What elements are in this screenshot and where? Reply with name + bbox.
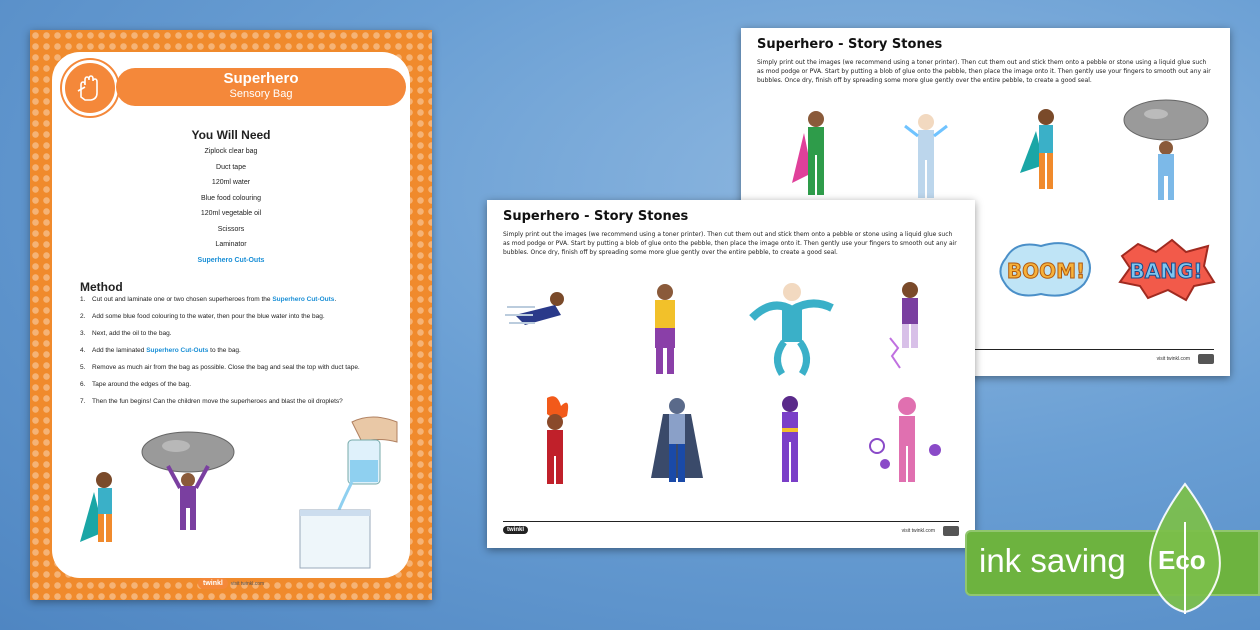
printer-icon [943, 526, 959, 536]
visit-link: visit twinkl.com [901, 528, 935, 534]
need-heading: You Will Need [191, 128, 271, 142]
step-number: 1. [80, 296, 86, 303]
flying-hero-illustration [505, 285, 575, 345]
cutouts-link[interactable]: Superhero Cut-Outs [197, 256, 265, 264]
step-text-end: . [334, 296, 337, 303]
step-text [92, 312, 325, 321]
story-title: Superhero - Story Stones [757, 37, 943, 52]
need-item: Laminator [215, 241, 247, 248]
step-text-end: to the bag. [208, 347, 241, 354]
purple-hero-illustration [637, 278, 693, 378]
step-text [92, 380, 191, 389]
rock-lifter-illustration [1121, 98, 1211, 203]
activity-sheet-content [52, 52, 410, 587]
step-text-start: Tape around the edges of the bag. [92, 381, 192, 388]
method-list [80, 295, 380, 414]
method-step [80, 312, 380, 321]
method-step [80, 346, 380, 355]
story-sheet-front [487, 200, 975, 548]
visit-link: visit twinkl.com [230, 581, 265, 587]
green-hero-illustration [786, 103, 846, 203]
step-number: 7. [80, 398, 86, 405]
need-item: 120ml vegetable oil [200, 210, 262, 217]
caped-hero-illustration [74, 462, 134, 562]
boom-text: BOOM! [1006, 259, 1086, 283]
step-text-start: Then the fun begins! Can the children move the superheroes and blast the oil droplets? [92, 398, 343, 405]
sheet-subtitle: Sensory Bag [229, 88, 293, 100]
method-step [80, 295, 380, 304]
need-item: Duct tape [216, 163, 246, 171]
sheet-title-pill [116, 68, 406, 106]
step-text-start: Next, add the oil to the bag. [92, 330, 172, 337]
twinkl-footer [198, 572, 264, 590]
violet-hero-illustration [762, 392, 818, 492]
cutouts-link[interactable]: Superhero Cut-Outs [272, 296, 335, 303]
step-number: 2. [80, 313, 86, 320]
story-instructions: Simply print out the images (we recommend using a toner printer). Then cut them out and stick them onto a pebble or stone using a liquid glue such as mod podge or PVA. Start by putting a blob of glue onto the pebble, then place the image onto it. Then gently use your fingers to smooth out any air bubbles. Once dry, finish off by spreading some more glue gently over the entire pebble, to create a good seal. [757, 59, 1211, 84]
need-item: Scissors [217, 225, 245, 233]
step-text [92, 346, 241, 355]
sheet-title: Superhero [223, 70, 299, 87]
story-title: Superhero - Story Stones [503, 209, 689, 224]
twinkl-logo: twinkl [503, 526, 528, 534]
step-text [92, 363, 360, 372]
bat-hero-illustration [647, 392, 707, 492]
step-text [92, 329, 172, 338]
fire-hero-illustration [527, 392, 587, 492]
step-number: 4. [80, 347, 86, 354]
step-text-start: Remove as much air from the bag as possible. Close the bag and seal the top with duct tape. [92, 364, 360, 371]
cutouts-link[interactable]: Superhero Cut-Outs [146, 347, 209, 354]
bang-sticker [1116, 238, 1216, 302]
need-list [52, 144, 410, 268]
lightning-hero-illustration [882, 278, 938, 378]
boulder-hero-illustration [138, 430, 238, 540]
eco-word: Eco [1158, 545, 1206, 575]
footer-rule [503, 521, 959, 522]
need-item: 120ml water [211, 179, 251, 186]
step-text-start: Cut out and laminate one or two chosen superheroes from the [92, 296, 273, 303]
step-number: 6. [80, 381, 86, 388]
teal-hero-illustration [1016, 103, 1076, 203]
stretchy-hero-illustration [742, 278, 842, 378]
twinkl-logo: twinkl [198, 578, 228, 589]
method-step [80, 380, 380, 389]
bubble-hero-illustration [867, 392, 947, 492]
method-heading: Method [80, 280, 123, 294]
ice-hero-illustration [901, 108, 951, 208]
method-step [80, 363, 380, 372]
step-number: 3. [80, 330, 86, 337]
jug-and-bag-illustration [292, 402, 402, 572]
step-number: 5. [80, 364, 86, 371]
need-item: Ziplock clear bag [204, 148, 258, 155]
need-item: Blue food colouring [201, 194, 261, 202]
eco-label: ink saving [979, 542, 1126, 579]
printer-icon [1198, 354, 1214, 364]
activity-sheet [30, 30, 432, 600]
boom-sticker [996, 238, 1096, 302]
step-text-start: Add the laminated [92, 347, 147, 354]
hands-icon [62, 60, 118, 116]
visit-link: visit twinkl.com [1156, 356, 1190, 362]
step-text [92, 295, 336, 304]
bang-text: BANG! [1129, 259, 1203, 283]
method-step [80, 329, 380, 338]
step-text-start: Add some blue food colouring to the water, then pour the blue water into the bag. [92, 313, 325, 320]
story-instructions: Simply print out the images (we recommend using a toner printer). Then cut them out and stick them onto a pebble or stone using a liquid glue such as mod podge or PVA. Start by putting a blob of glue onto the pebble, then place the image onto it. Then gently use your fingers to smooth out any air bubbles. Once dry, finish off by spreading some more glue gently over the entire pebble, to create a good seal. [503, 231, 957, 256]
